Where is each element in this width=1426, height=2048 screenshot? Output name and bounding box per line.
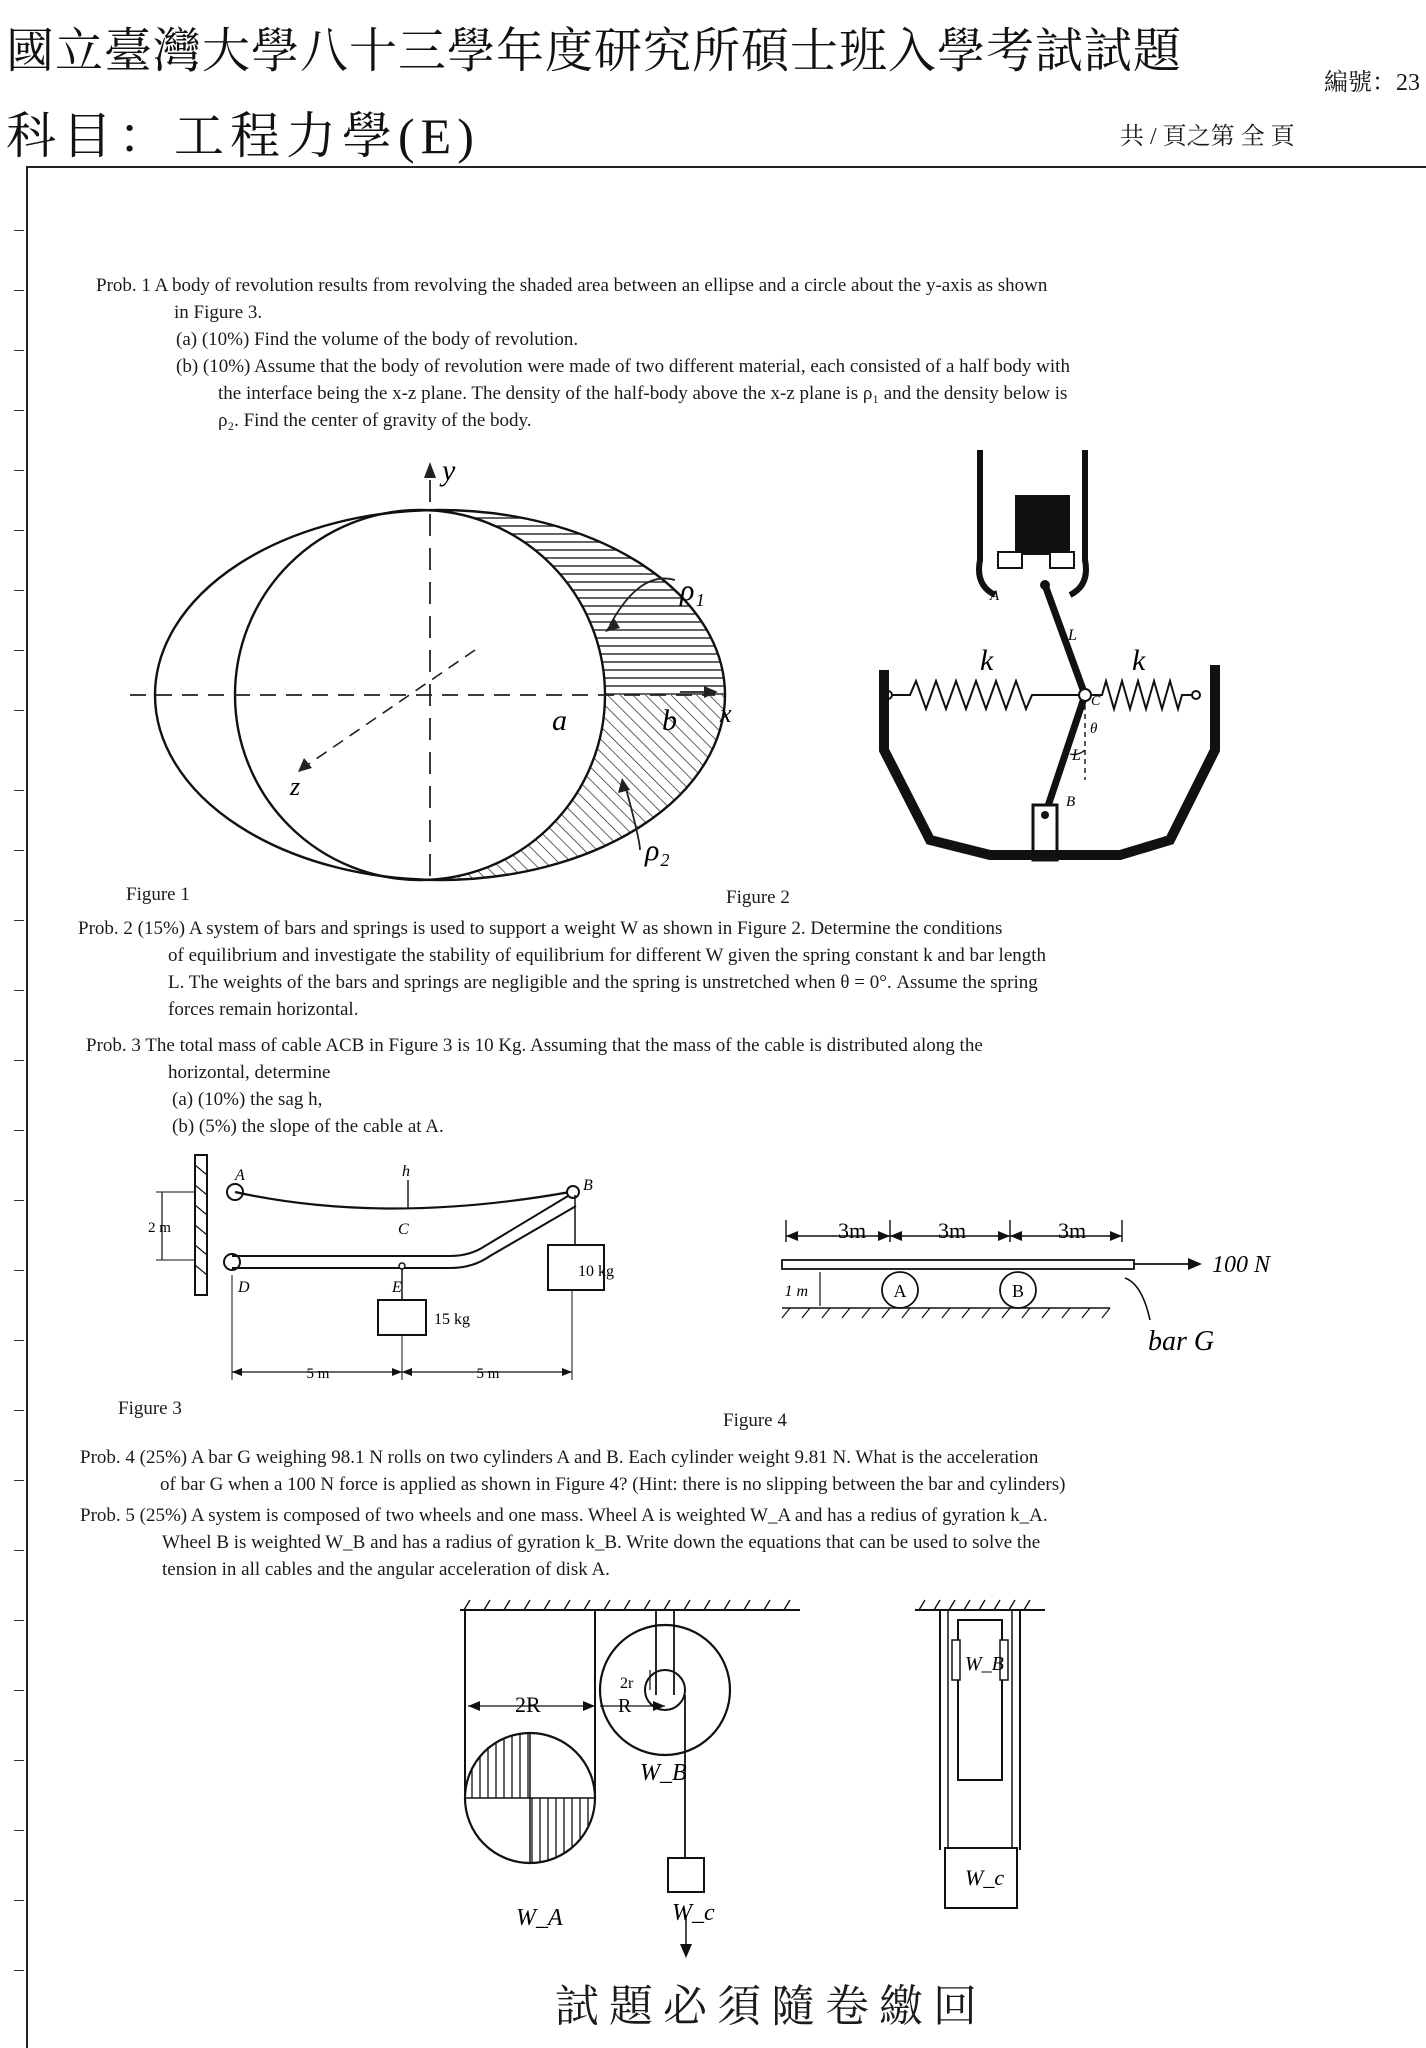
prob1-part-b-line1: (b) (10%) Assume that the body of revolution were made of two different material, each consisted of a half body with [176, 356, 1070, 377]
cable-ACB [235, 1192, 570, 1209]
fig2-k1-label: k [980, 644, 994, 677]
upper-bar [1045, 585, 1085, 695]
prob4-line2: of bar G when a 100 N force is applied as shown in Figure 4? (Hint: there is no slipping between the bar and cylinders) [160, 1474, 1066, 1495]
weight-block [1015, 495, 1070, 555]
prob4-line1: Prob. 4 (25%) A bar G weighing 98.1 N rolls on two cylinders A and B. Each cylinder weight 9.81 N. What is the acceleration [80, 1447, 1039, 1468]
prob2-line1: Prob. 2 (15%) A system of bars and springs is used to support a weight W as shown in Figure 2. Determine the conditions [78, 918, 1003, 939]
fig1-y-label: y [442, 454, 456, 487]
figure-1-diagram [120, 450, 760, 890]
fig4-B-label: B [1011, 1281, 1025, 1301]
fig3-B-label: B [583, 1177, 593, 1194]
prob3-line1: Prob. 3 The total mass of cable ACB in Figure 3 is 10 Kg. Assuming that the mass of the cable is distributed along the [86, 1035, 983, 1056]
prob2-line3: L. The weights of the bars and springs are negligible and the spring is unstretched when θ = 0°. Assume the spring [168, 972, 1038, 993]
fig5-WC-side-label: W_c [965, 1865, 1005, 1890]
fig2-C-label: C [1091, 694, 1101, 709]
fig4-A-label: A [893, 1281, 907, 1301]
prob1-part-b-line2: the interface being the x-z plane. The density of the half-body above the x-z plane is ρ₁ and the density below is [218, 383, 1068, 404]
wheel-B-hub [645, 1670, 685, 1710]
fig1-rho1-label: ρ₁ [680, 574, 705, 607]
fig3-15kg-label: 15 kg [434, 1311, 470, 1328]
fig5-WB-label: W_B [640, 1760, 687, 1786]
fig3-height-label: 2 m [148, 1220, 171, 1236]
fig2-k2-label: k [1132, 644, 1146, 677]
figure-4-diagram [770, 1200, 1290, 1360]
prob2-line4: forces remain horizontal. [168, 999, 359, 1020]
fig2-L2-label: L [1072, 747, 1081, 764]
fig4-s1-label: 3m [838, 1218, 867, 1243]
fig3-C-label: C [398, 1221, 409, 1238]
fig3-span2-label: 5 m [476, 1366, 500, 1382]
figure-2-caption: Figure 2 [726, 887, 790, 908]
return-stamp: 試題必須隨卷繳回 [555, 1982, 987, 2031]
fig3-h-label: h [402, 1163, 410, 1180]
exam-code: 編號：23 [1324, 70, 1420, 96]
fig3-10kg-label: 10 kg [578, 1263, 614, 1280]
fig4-s3-label: 3m [1058, 1218, 1087, 1243]
figure-2-diagram [870, 450, 1240, 890]
fig1-z-label: z [290, 772, 301, 801]
fig5-2R-label: 2R [515, 1692, 541, 1717]
fig3-D-label: D [238, 1279, 250, 1296]
fig4-gap-label: 1 m [784, 1283, 808, 1300]
fig5-WC-label: W_c [672, 1900, 715, 1926]
fig4-s2-label: 3m [938, 1218, 967, 1243]
figure-3-caption: Figure 3 [118, 1398, 182, 1419]
mass-Wc [668, 1858, 704, 1892]
fig4-force-label: 100 N [1212, 1252, 1271, 1278]
fig2-B-label: B [1066, 794, 1076, 810]
fig2-theta-label: θ [1090, 721, 1098, 737]
fig5-R-label: R [618, 1695, 632, 1717]
prob3-part-b: (b) (5%) the slope of the cable at A. [172, 1116, 444, 1137]
figure-1-caption: Figure 1 [126, 884, 190, 905]
page-count: 共 / 頁之第 全 頁 [1120, 124, 1295, 150]
prob5-line1: Prob. 5 (25%) A system is composed of two wheels and one mass. Wheel A is weighted W_A and has a redius of gyration k_A. [80, 1505, 1048, 1526]
prob5-line2: Wheel B is weighted W_B and has a radius of gyration k_B. Write down the equations that can be used to solve the [162, 1532, 1041, 1553]
prob1-line2: in Figure 3. [174, 302, 263, 323]
fig1-rho2-label: ρ₂ [645, 834, 670, 867]
fig3-A-label: A [235, 1167, 245, 1184]
subject-title: 科目：工程力學(E) [6, 108, 480, 164]
fig5-r-label: 2r [620, 1675, 634, 1692]
fig1-b-label: b [662, 704, 677, 737]
fig5-WB-side-label: W_B [965, 1653, 1004, 1675]
left-spring [888, 681, 1079, 709]
fig3-span1-label: 5 m [306, 1366, 330, 1382]
bar-G [782, 1260, 1134, 1269]
fig2-A-label: A [990, 588, 1000, 604]
mass-15kg [378, 1300, 426, 1335]
wheel-B-side [958, 1620, 1002, 1780]
prob1-line1: Prob. 1 A body of revolution results from revolving the shaded area between an ellipse and a circle about the y-axis as shown [96, 275, 1048, 296]
right-spring [1091, 681, 1195, 709]
fig3-E-label: E [392, 1279, 402, 1296]
fig1-a-label: a [552, 704, 567, 737]
fig5-WA-label: W_A [516, 1905, 563, 1931]
prob5-line3: tension in all cables and the angular acceleration of disk A. [162, 1559, 610, 1580]
prob2-line2: of equilibrium and investigate the stability of equilibrium for different W given the spring constant k and bar length [168, 945, 1047, 966]
prob3-part-a: (a) (10%) the sag h, [172, 1089, 323, 1110]
fig1-x-label: x [720, 699, 732, 728]
prob3-line2: horizontal, determine [168, 1062, 331, 1083]
prob1-part-a: (a) (10%) Find the volume of the body of revolution. [176, 329, 579, 350]
figure-3-diagram [140, 1150, 620, 1390]
fig4-bar-label: bar G [1148, 1326, 1215, 1357]
figure-5-diagram [440, 1590, 1120, 1970]
figure-4-caption: Figure 4 [723, 1410, 787, 1431]
fig2-L1-label: L [1068, 627, 1077, 644]
exam-title: 國立臺灣大學八十三學年度研究所碩士班入學考試試題 [6, 25, 1183, 78]
prob1-part-b-line3: ρ₂. Find the center of gravity of the body. [218, 410, 532, 431]
